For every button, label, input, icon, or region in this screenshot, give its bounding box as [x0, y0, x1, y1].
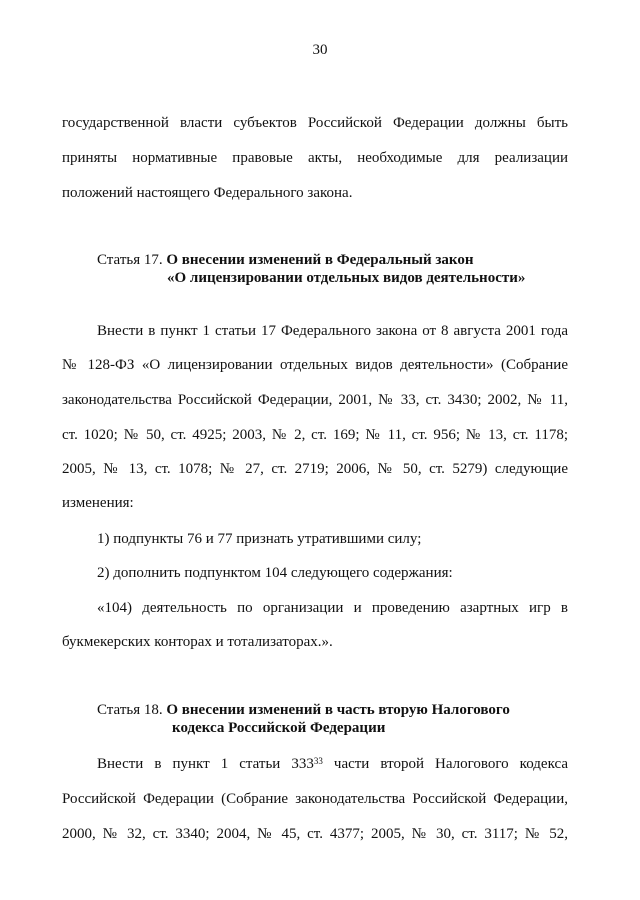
text-line: № 128-ФЗ «О лицензировании отдельных видов деятельности» (Собрание: [62, 357, 568, 373]
list-item: 2) дополнить подпунктом 104 следующего содержания:: [97, 565, 453, 581]
text-line: «104) деятельность по организации и проведению азартных игр в: [97, 600, 568, 616]
heading-line: [97, 701, 510, 719]
article-title: кодекса Российской Федерации: [172, 720, 386, 736]
superscript: 33: [313, 756, 323, 766]
article-prefix: Статья 18.: [97, 702, 163, 718]
text-line: законодательства Российской Федерации, 2001, № 33, ст. 3430; 2002, № 11,: [62, 392, 568, 408]
list-item: 1) подпункты 76 и 77 признать утратившими силу;: [97, 531, 422, 547]
text-line: Российской Федерации (Собрание законодательства Российской Федерации,: [62, 791, 568, 807]
heading-line: [172, 719, 385, 737]
text-line: положений настоящего Федерального закона.: [62, 185, 353, 201]
article-title: «О лицензировании отдельных видов деятельности»: [167, 270, 526, 286]
text-line: букмекерских конторах и тотализаторах.».: [62, 634, 333, 650]
article-title: О внесении изменений в Федеральный закон: [166, 252, 474, 268]
text-line: государственной власти субъектов Российской Федерации должны быть: [62, 115, 568, 131]
text-line: Внести в пункт 1 статьи 17 Федерального закона от 8 августа 2001 года: [97, 323, 568, 339]
article-prefix: Статья 17.: [97, 252, 163, 268]
article-title: О внесении изменений в часть вторую Налогового: [166, 702, 510, 718]
page-number: 30: [312, 42, 328, 58]
text-line: приняты нормативные правовые акты, необходимые для реализации: [62, 150, 568, 166]
text-line: 2005, № 13, ст. 1078; № 27, ст. 2719; 2006, № 50, ст. 5279) следующие: [62, 461, 568, 477]
text-segment: части второй Налогового кодекса: [322, 756, 568, 772]
text-line: [97, 755, 568, 773]
heading-line: [167, 269, 525, 287]
text-line: 2000, № 32, ст. 3340; 2004, № 45, ст. 4377; 2005, № 30, ст. 3117; № 52,: [62, 826, 568, 842]
text-segment: Внести в пункт 1 статьи 333: [97, 756, 314, 772]
heading-line: [97, 251, 474, 269]
text-line: изменения:: [62, 495, 134, 511]
text-line: ст. 1020; № 50, ст. 4925; 2003, № 2, ст. 169; № 11, ст. 956; № 13, ст. 1178;: [62, 427, 568, 443]
